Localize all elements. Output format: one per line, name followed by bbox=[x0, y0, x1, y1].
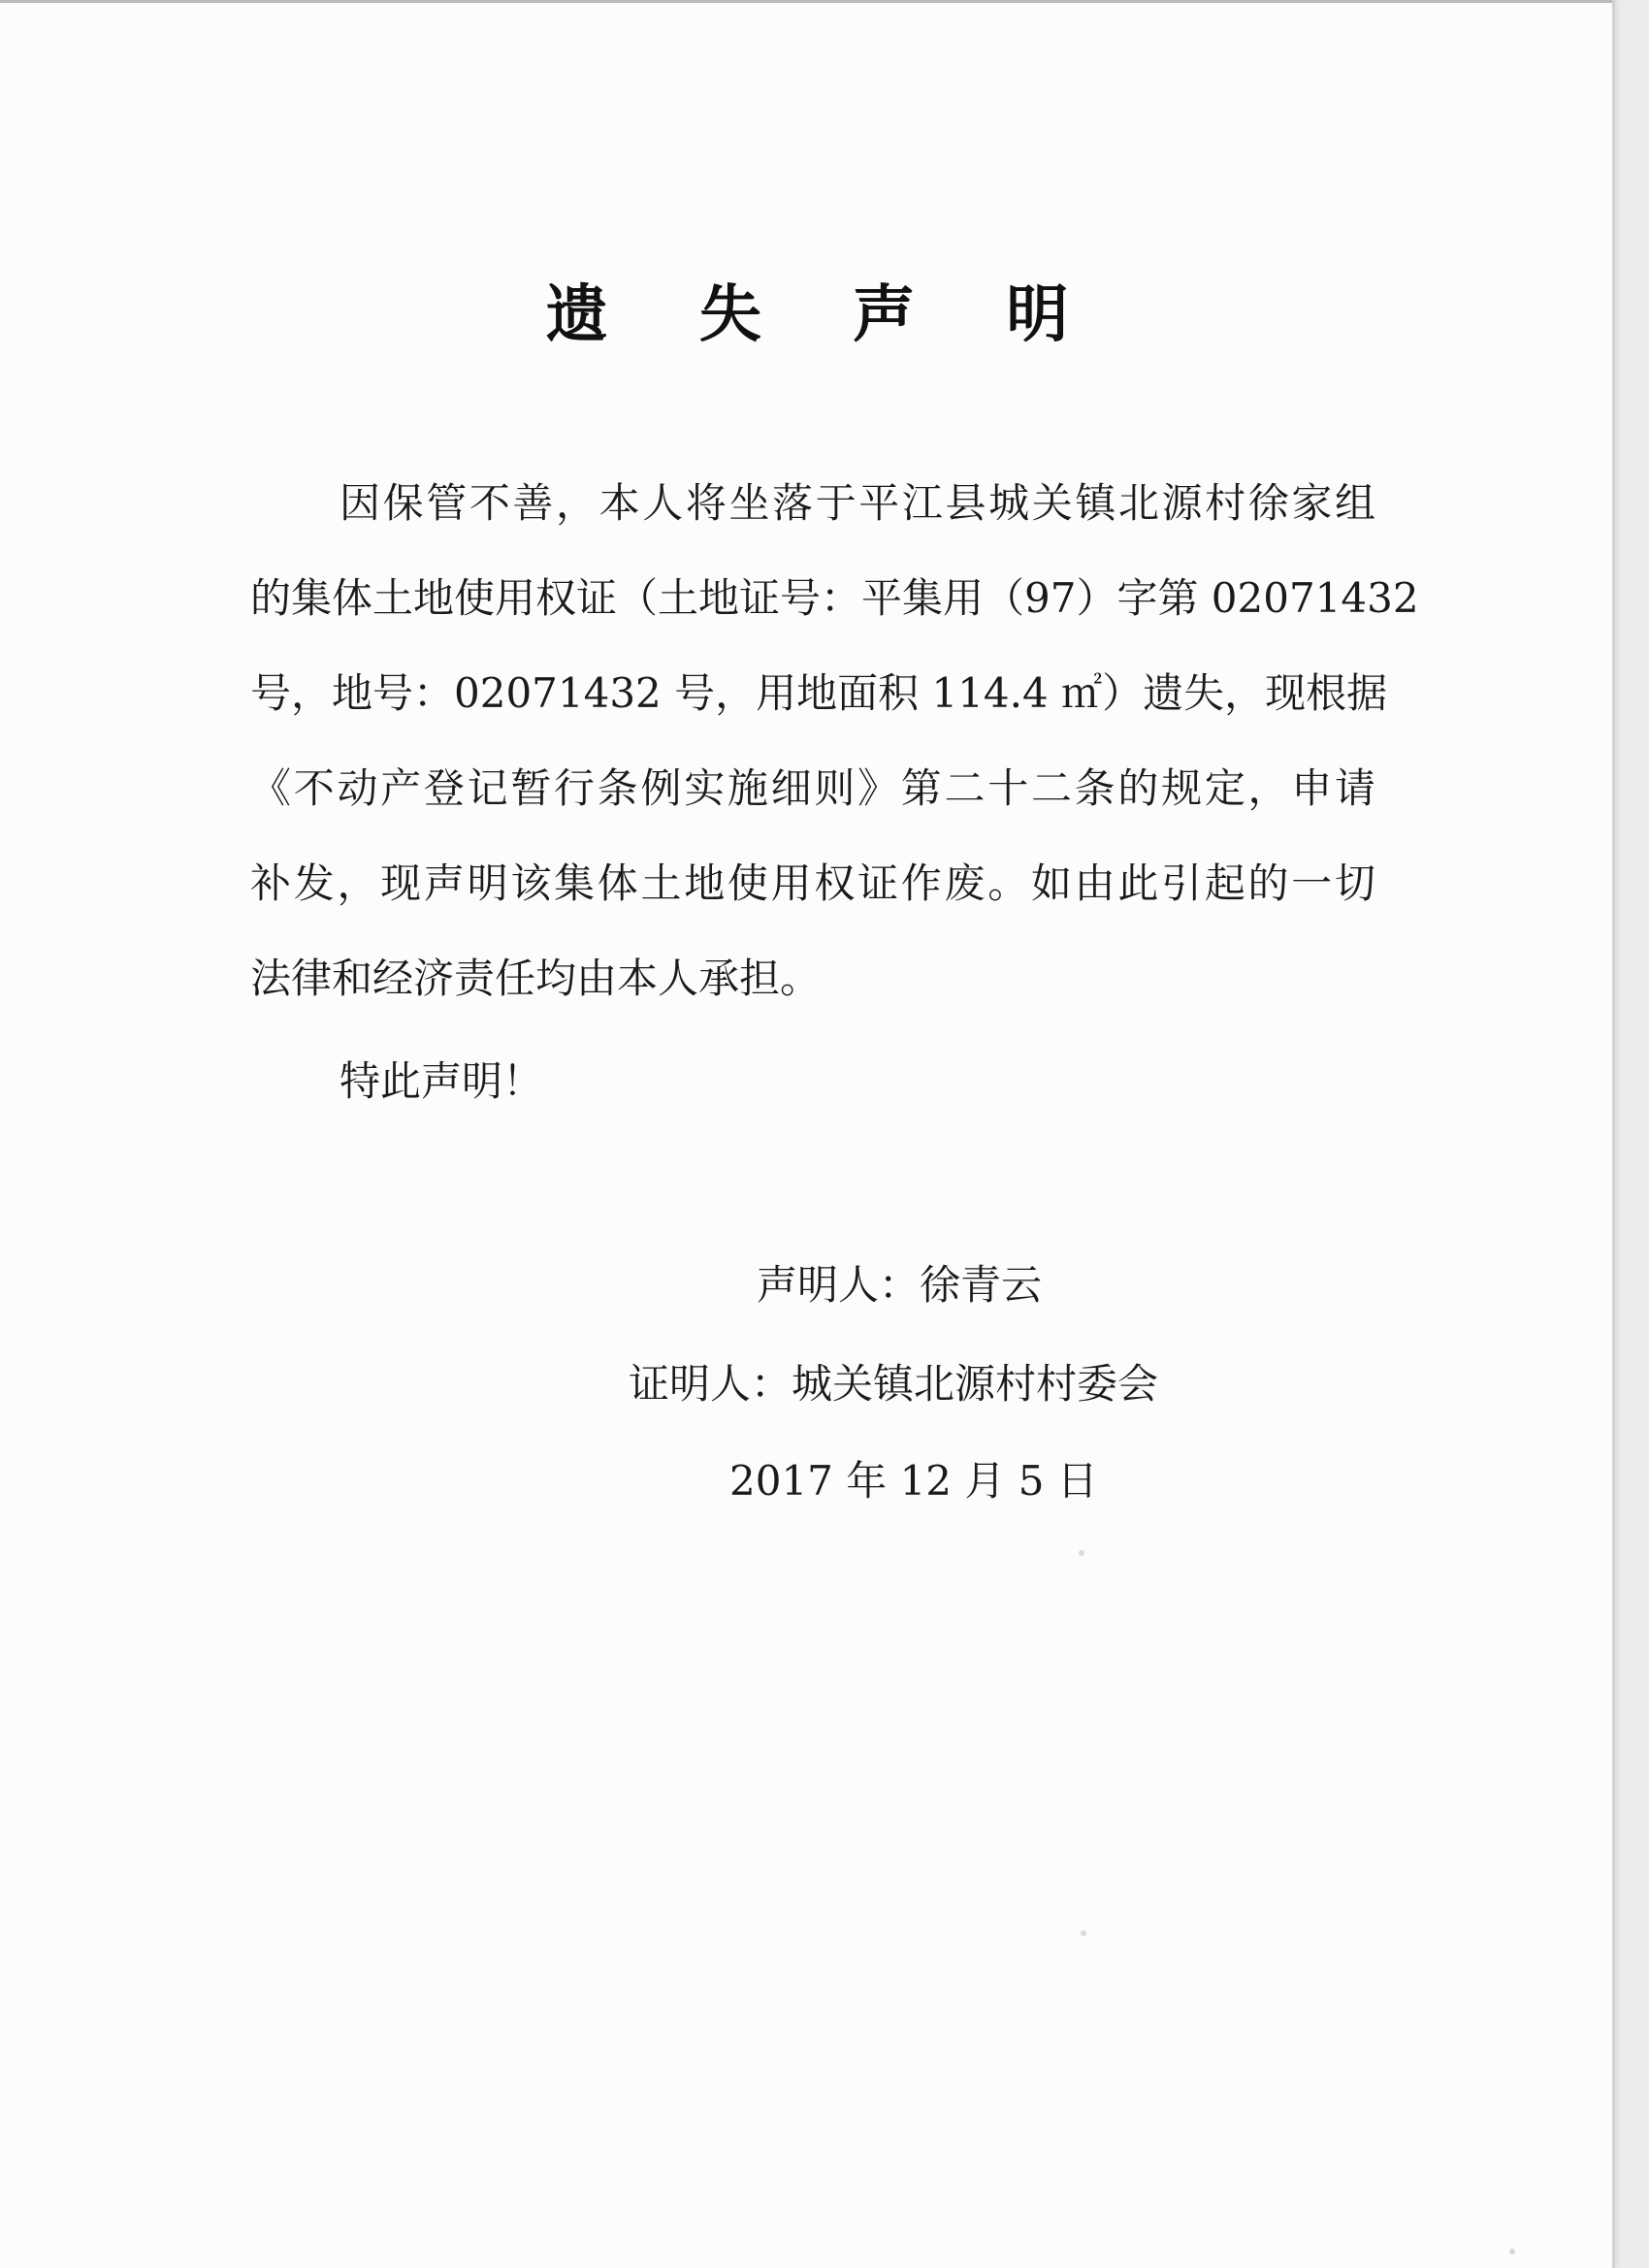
paragraph-line-4: 《不动产登记暂行条例实施细则》第二十二条的规定，申请 bbox=[250, 764, 1375, 812]
paragraph-line-5: 补发，现声明该集体土地使用权证作废。如由此引起的一切 bbox=[250, 859, 1375, 907]
date-line: 2017 年 12 月 5 日 bbox=[729, 1457, 1098, 1505]
document-title: 遗 失 声 明 bbox=[545, 279, 1104, 351]
closing-statement: 特此声明！ bbox=[340, 1057, 544, 1105]
declarant-line: 声明人：徐青云 bbox=[757, 1261, 1043, 1309]
witness-line: 证明人：城关镇北源村村委会 bbox=[629, 1360, 1159, 1408]
paragraph-line-3: 号，地号：02071432 号，用地面积 114.4 ㎡）遗失，现根据 bbox=[250, 669, 1388, 717]
scan-speck bbox=[1509, 2249, 1515, 2254]
paragraph-line-6: 法律和经济责任均由本人承担。 bbox=[250, 955, 822, 1002]
body-paragraph bbox=[250, 456, 1419, 1026]
paragraph-line-1: 因保管不善，本人将坐落于平江县城关镇北源村徐家组 bbox=[340, 479, 1375, 527]
paragraph-line-2: 的集体土地使用权证（土地证号：平集用（97）字第 02071432 bbox=[250, 574, 1419, 622]
scan-speck bbox=[1079, 1550, 1084, 1556]
scan-top-edge bbox=[0, 0, 1612, 3]
scan-speck bbox=[1081, 1930, 1086, 1936]
